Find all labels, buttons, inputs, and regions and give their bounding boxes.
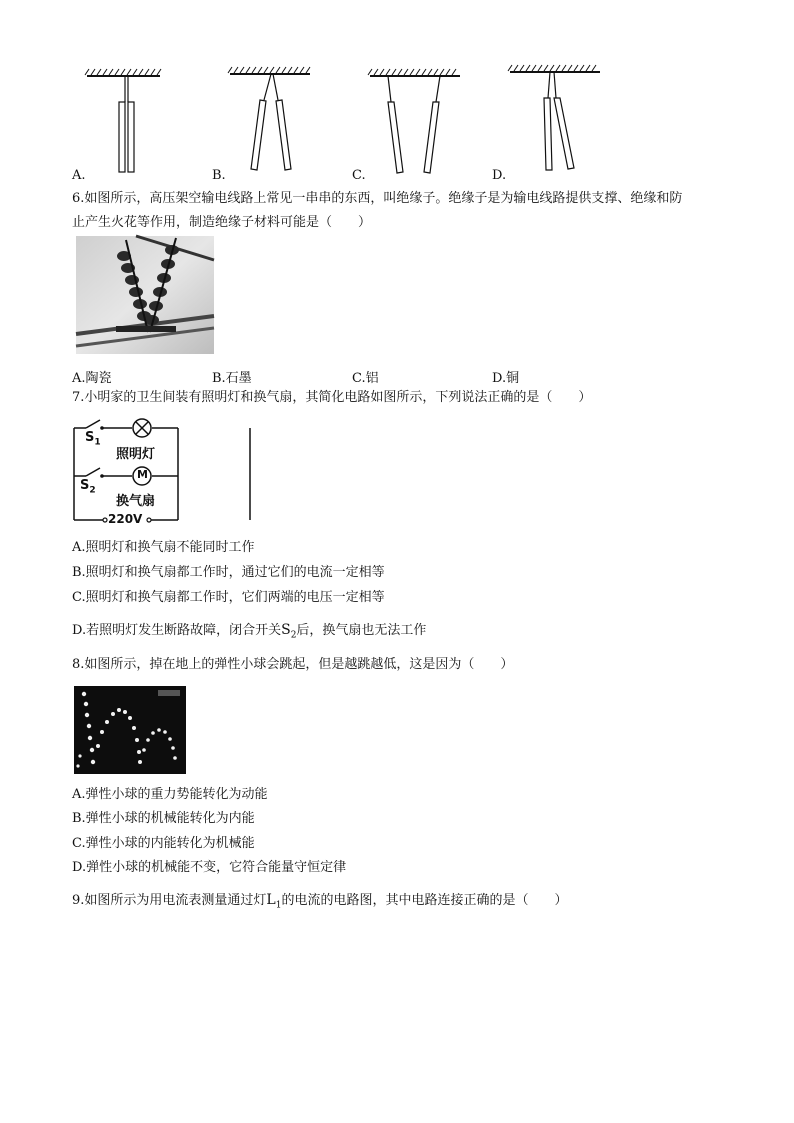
- q6-stem-line2: 止产生火花等作用，制造绝缘子材料可能是（ ）: [72, 215, 372, 230]
- q6-insulator-photo: [76, 236, 214, 354]
- q7-fan-label: 换气扇: [116, 494, 156, 509]
- q5-figure-c: [368, 68, 463, 178]
- q6-option-d: D.铜: [492, 371, 520, 386]
- q7-switch-s2-label: $S_2$: [80, 478, 96, 496]
- q7-motor-symbol: M: [137, 468, 148, 481]
- q7-stem: 7.小明家的卫生间装有照明灯和换气扇，其简化电路如图所示，下列说法正确的是（ ）: [72, 390, 592, 405]
- q6-stem-line1: 6.如图所示，高压架空输电线路上常见一串串的东西，叫绝缘子。绝缘子是为输电线路提供支撑、绝缘和防: [72, 191, 683, 206]
- q5-option-b: B.: [212, 168, 226, 183]
- q5-figure-b: [228, 66, 313, 176]
- q5-option-c: C.: [352, 168, 366, 183]
- q7-voltage-label: 220V: [108, 512, 143, 526]
- q7-option-b: B.照明灯和换气扇都工作时，通过它们的电流一定相等: [72, 565, 385, 580]
- q7-option-c: C.照明灯和换气扇都工作时，它们两端的电压一定相等: [72, 590, 385, 605]
- q5-figure-d: [508, 64, 603, 179]
- q8-option-c: C.弹性小球的内能转化为机械能: [72, 836, 255, 851]
- q7-option-a: A.照明灯和换气扇不能同时工作: [72, 540, 255, 555]
- q9-stem: 9.如图所示为用电流表测量通过灯$L_1$的电流的电路图，其中电路连接正确的是（ ）: [72, 892, 568, 911]
- q7-switch-s1-label: $S_1$: [85, 430, 101, 448]
- q6-option-b: B.石墨: [212, 371, 252, 386]
- q6-option-a: A.陶瓷: [72, 371, 112, 386]
- q8-stem: 8.如图所示，掉在地上的弹性小球会跳起，但是越跳越低，这是因为（ ）: [72, 657, 514, 672]
- q5-option-a: A.: [72, 168, 86, 183]
- q5-option-d: D.: [492, 168, 507, 183]
- q6-option-c: C.铝: [352, 371, 379, 386]
- q7-lamp-label: 照明灯: [116, 447, 156, 462]
- q7-option-d: D.若照明灯发生断路故障，闭合开关$S_2$后，换气扇也无法工作: [72, 622, 427, 641]
- q5-figure-a: [85, 68, 165, 178]
- q8-option-d: D.弹性小球的机械能不变，它符合能量守恒定律: [72, 860, 347, 875]
- q8-option-b: B.弹性小球的机械能转化为内能: [72, 811, 255, 826]
- q8-bouncing-ball-photo: [74, 686, 186, 774]
- q8-option-a: A.弹性小球的重力势能转化为动能: [72, 787, 268, 802]
